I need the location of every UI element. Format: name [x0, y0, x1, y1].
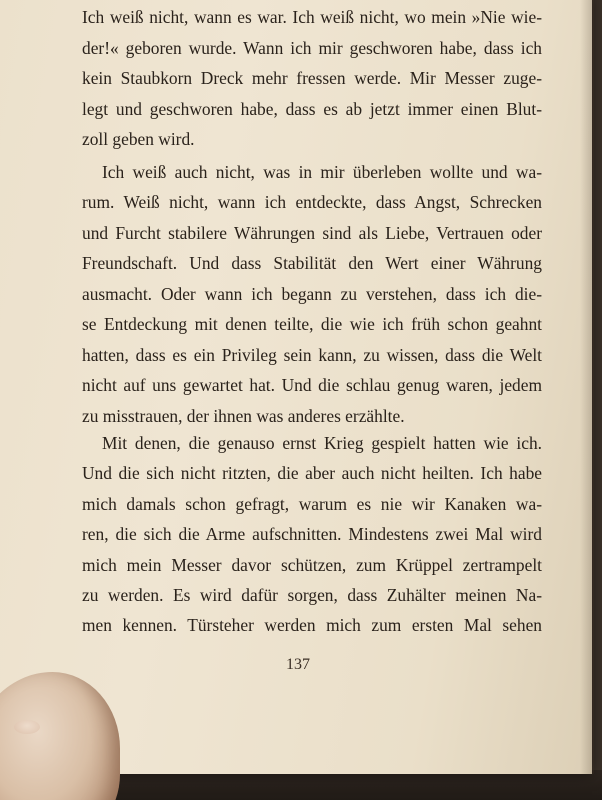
text-line: zu werden. Es wird dafür sorgen, dass Zuhälter meinen Na-	[82, 585, 542, 605]
text-line: mich mein Messer davor schützen, zum Krüppel zertrampelt	[82, 555, 542, 575]
text-line: der!« geboren wurde. Wann ich mir geschworen habe, dass ich	[82, 38, 542, 58]
text-line: ausmacht. Oder wann ich begann zu verstehen, dass ich die-	[82, 284, 542, 304]
text-line: ren, die sich die Arme aufschnitten. Mindestens zwei Mal wird	[82, 524, 542, 544]
text-line: nicht auf uns gewartet hat. Und die schlau genug waren, jedem	[82, 375, 542, 395]
text-line: Freundschaft. Und dass Stabilität den Wert einer Währung	[82, 253, 542, 273]
text-line: zoll geben wird.	[82, 129, 195, 149]
text-line: rum. Weiß nicht, wann ich entdeckte, dass Angst, Schrecken	[82, 192, 542, 212]
background-table	[60, 770, 602, 800]
text-line: Ich weiß auch nicht, was in mir überleben wollte und wa-	[102, 162, 542, 182]
thumb-knuckle-highlight	[14, 720, 40, 734]
text-line: Mit denen, die genauso ernst Krieg gespielt hatten wie ich.	[102, 433, 542, 453]
text-line: mich damals schon gefragt, warum es nie wir Kanaken wa-	[82, 494, 542, 514]
text-line: legt und geschworen habe, dass es ab jetzt immer einen Blut-	[82, 99, 542, 119]
page-number: 137	[286, 656, 310, 673]
text-line: men kennen. Türsteher werden mich zum ersten Mal sehen	[82, 615, 542, 635]
text-line: Und die sich nicht ritzten, die aber auch nicht heilten. Ich habe	[82, 463, 542, 483]
text-line: se Entdeckung mit denen teilte, die wie ich früh schon geahnt	[82, 314, 542, 334]
text-line: zu misstrauen, der ihnen was anderes erzählte.	[82, 406, 405, 426]
page-edge-shadow	[580, 0, 594, 774]
text-line: und Furcht stabilere Währungen sind als Liebe, Vertrauen oder	[82, 223, 542, 243]
text-line: kein Staubkorn Dreck mehr fressen werde. Mir Messer zuge-	[82, 68, 542, 88]
text-line: Ich weiß nicht, wann es war. Ich weiß nicht, wo mein »Nie wie-	[82, 7, 542, 27]
text-line: hatten, dass es ein Privileg sein kann, zu wissen, dass die Welt	[82, 345, 542, 365]
